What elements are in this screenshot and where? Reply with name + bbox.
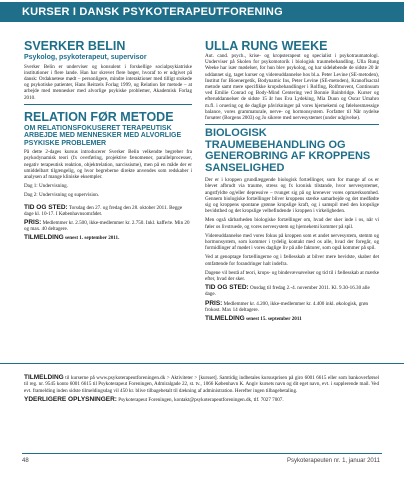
course-desc-right-5: Dagene vil bestå af teori, krops- og bindevævsøvelser og tid til i fællesskab at mærke efter, hvad der sker.	[205, 269, 379, 283]
course-desc-right-1: Der er i kroppen grundlæggende biologisk fortællinger, som for mange af os er blevet afbrudt via traume, stress og fx kronisk tilstande, hvor nervesystemet, angstfyldte og/eller depressive – tvunget sig på og krenever vores opmærksomhed. Gennem biologiske fortællinger bliver kroppens stærke samarbejde og det medfødte sig og kroppens spontane grønne kropslige kraft, og i samspil med den kropslige bevidsthed og det kropslige velbefindende i kroppen i virkeligheden.	[205, 177, 379, 215]
info-text: Psykoterapeut Foreningen, kontakt@psykoterapeutforeningen.dk, tlf. 7027 7007.	[118, 397, 284, 404]
signup-label: TILMELDING	[24, 374, 64, 381]
speaker-name-right: ULLA RUNG WEEKE	[205, 39, 328, 53]
deadline-right	[205, 316, 379, 322]
info-label: YDERLIGERE OPLYSNINGER:	[24, 396, 117, 404]
speaker-bio-right: Aut. cand. psych., krise- og kropsterapeut og specialist i psykotraumatologi. Underviser på Skolen for psykomotorik i biologisk traumebehandling. Ulla Rung Weeke har især mødelser, for hun blev psykolog, og har sideløbende de sidste 20 år uddannet sig, taget kurser og videreuddannelse hos bl.a. Peter Levine (SE-metoden), Institut for Bioenergetik, Bodynamic Ins, Peter Levine (SE-metoden), Kranoflsacral metode samt mere specifikke kropsbehandlinger i Rolfing, Rolfmovent, Continuum ved Emilie Conrad og Body-Mind Centering ved Bonnie Bainbridge. Kurser og efteruddannelser de sidste 15 år hos Eva Lydeking, Mia Duun og Oscar Umahro m.fl. i oruering og de daglige påvirkninger på vores hjernekemi og følelsesmæssige balance, vores grammaturale, nerve- og hormonsystem. Forfatter til Når nydelse forsører (Borgens 2003) og Jo sikrere med nervesystemet (under udgivelse).	[205, 53, 379, 122]
course-title-right: BIOLOGISK TRAUMEBEHANDLING OG GENEROBRING AF KROPPENS SANSELIGHED	[205, 127, 371, 174]
price-label-right: PRIS:	[205, 299, 223, 307]
course-subtitle-left: OM RELATIONSFOKUSERET TERAPEUTISK ARBEJDE MED MENNESKER MED ALVORLIGE PSYKISKE PROBLEMER	[24, 124, 182, 147]
right-column	[205, 40, 379, 325]
speaker-role-left: Psykolog, psykoterapeut, supervisor	[24, 54, 147, 61]
section-rule	[24, 104, 192, 105]
info-paragraph	[24, 397, 379, 403]
course-desc-left: På dette 2-dages kursus introducerer Sverker Belin velkendte begreber fra psykodynamisk teori (fx overføring, projektive fænomener, parallelprocesser, negativ terapeutisk reaktion, objektrelation, narcissisme), men på en måde der er umiddelbart tilgængelig, og hvor begreberne direkte anvendes som redskaber i analysen af mange kliniske eksempler.	[24, 149, 192, 181]
deadline-left	[24, 235, 192, 241]
time-text-right: Onsdag til fredag 2.-4. november 2011. Kl. 9.30-16.30 alle dage.	[205, 285, 370, 298]
speaker-bio-left: Sverker Belin er underviser og konsulent i forskellige socialpsykiatriske institutioner i flere lande. Han har skrevet flere bøger, hvoraf to er udgivet på dansk: Ordaknetese mødt – personligere, mindre interaktioner med tilligt stokede og psykotiske patienter, Hans Reitzels Forlag 1999, og Relation før metode – at arbejde med mennesker med alvorlige psykiske problemer, Akademisk Forlag 2010.	[24, 63, 192, 101]
signup-text: til kurserne på www.psykoterapeutforeningen.dk > Aktiviteter > [kursset]. Samtidig indbetales kursusprisen på giro 6001 6615 eller som bankoverførsel til reg. nr. 9545 konto 6001 6615 til Psykoterapeut Foreningen, Admiralgade 22, st. tv., 1066 København K. Angiv kursets navn og dit eget navn, evt. i supplerende mail. Ved evt. framelding inden sidste tilmeldingsdag vil 450 kr. blive tilbagebetalt til dækning af administration. Herefter ingen tilbagebetaling.	[24, 375, 379, 394]
time-place-left	[24, 205, 192, 217]
signup-section	[24, 375, 379, 407]
banner-title: KURSER I DANSK PSYKOTERAPEUTFORENING	[22, 6, 283, 18]
price-right	[205, 301, 379, 313]
price-label-left: PRIS:	[24, 219, 42, 227]
schedule-day1: Dag 1: Undervisning.	[24, 183, 68, 190]
signup-paragraph	[24, 375, 379, 394]
left-column	[24, 40, 192, 245]
schedule-day2: Dag 2: Undervisning og supervision.	[24, 192, 100, 199]
course-title-left: RELATION FØR METODE	[24, 109, 174, 124]
section-rule-right	[205, 124, 379, 125]
publication-info: Psykoterapeuten nr. 1, januar 2011	[287, 458, 380, 464]
course-desc-right-2: Men også sårbarheden biologiske fortællinger om, hvad der sker inde i os, når vi føler os livstruede, og vores nervesystem og hjernekemi kommer på spil.	[205, 217, 379, 230]
section-divider	[0, 363, 404, 364]
footer-rule	[22, 453, 382, 454]
deadline-text-right: senest 15. september 2011	[246, 316, 302, 323]
time-place-right	[205, 285, 379, 297]
time-label-left: TID OG STED:	[24, 203, 68, 211]
price-left	[24, 220, 192, 232]
deadline-text-left: senest 1. september 2011.	[65, 235, 120, 242]
page-number: 48	[22, 458, 29, 464]
price-text-right: Medlemmer kr. 4.200, ikke-medlemmer kr. 4.400 inkl. økologisk, grøn frokost. Max 14 deltagere.	[205, 300, 369, 313]
price-text-left: Medlemmer kr. 2.500, ikke-medlemmer kr. 2.750. Inkl. kaffe/te. Min 20 og max. 40 deltagere.	[24, 220, 190, 233]
deadline-label-left: TILMELDING	[24, 234, 64, 242]
course-desc-right-4: Ved at genoptage fortællingerne og i fællesskab at bilver mere bevidste, skaber det omfattende for forandringer halt indefra.	[205, 254, 379, 267]
time-text-left: Torsdag den 27. og fredag den 28. oktober 2011. Begge dage kl. 10-17. I Københavnsområdet.	[24, 204, 183, 217]
time-label-right: TID OG STED:	[205, 284, 249, 292]
speaker-name-left: SVERKER BELIN	[24, 39, 126, 53]
header-banner	[0, 2, 404, 22]
course-desc-right-3: Videreuddannelse med vores fokus på kroppen som et andet nervesystem, stemm og hormonsystem, som kommer i tydelig kontakt med os alle, hvad der foregår, og formidlinger af mødet i vores daglige liv på alle faktorer, som også kommer på spil.	[205, 232, 379, 252]
deadline-label-right: TILMELDING	[205, 315, 245, 323]
